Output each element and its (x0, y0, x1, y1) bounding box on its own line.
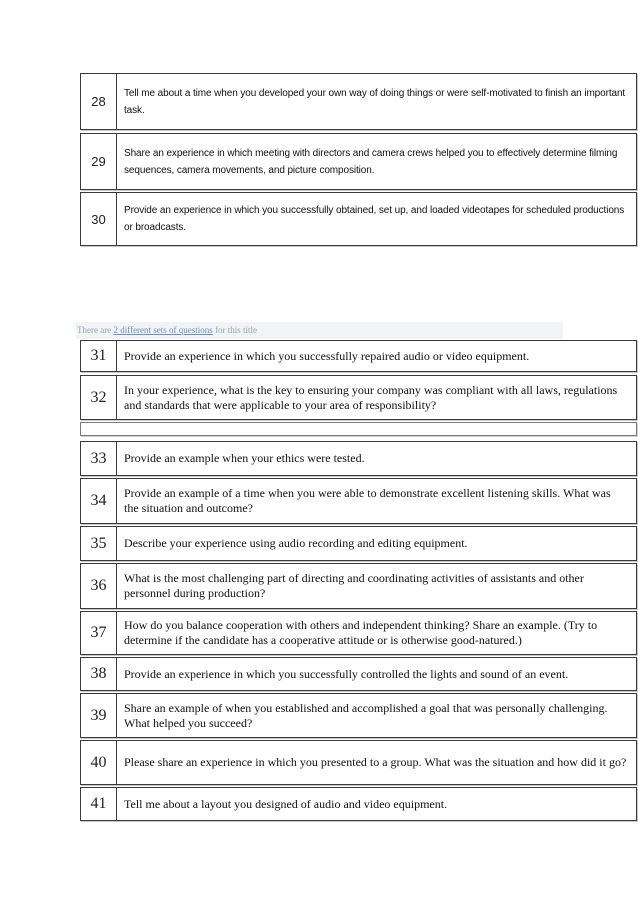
question-text: How do you balance cooperation with others and independent thinking? Share an example. (Try to determine if the candidate has a cooperative attitude or is otherwise good-natured.) (124, 618, 598, 647)
question-number: 33 (81, 442, 117, 475)
question-text: In your experience, what is the key to ensuring your company was compliant with all laws, regulations and standards that were applicable to your area of responsibility? (124, 382, 618, 412)
question-row-39 (80, 693, 637, 738)
question-row-32 (80, 375, 637, 420)
question-number: 41 (81, 788, 117, 820)
question-row-37 (80, 611, 637, 655)
question-number: 38 (81, 658, 117, 690)
question-number: 31 (81, 341, 117, 371)
question-text: What is the most challenging part of directing and coordinating activities of assistants and other personnel during production? (124, 571, 584, 600)
note-suffix: for this title (212, 325, 258, 335)
question-number: 28 (81, 74, 117, 129)
question-text: Provide an example of a time when you were able to demonstrate excellent listening skills. What was the situation and outcome? (124, 486, 611, 515)
question-text: Share an example of when you established and accomplished a goal that was personally challenging. What helped you succeed? (124, 700, 608, 730)
question-row-29 (80, 133, 637, 190)
question-text: Tell me about a layout you designed of audio and video equipment. (124, 796, 448, 811)
question-number: 29 (81, 134, 117, 189)
question-row-38 (80, 657, 637, 691)
question-row-33 (80, 441, 637, 476)
question-row-31 (80, 340, 637, 372)
question-text: Provide an experience in which you successfully controlled the lights and sound of an event. (124, 666, 569, 681)
question-number: 39 (81, 694, 117, 737)
question-text: Provide an experience in which you successfully repaired audio or video equipment. (124, 348, 530, 363)
question-text: Please share an experience in which you presented to a group. What was the situation and how did it go? (124, 755, 627, 769)
question-number: 32 (81, 376, 117, 419)
question-text: Share an experience in which meeting with directors and camera crews helped you to effectively determine filming sequences, camera movements, and picture composition. (124, 147, 618, 176)
question-row-35 (80, 526, 637, 561)
note-prefix: There are (77, 325, 114, 335)
question-number: 35 (81, 527, 117, 560)
set-separator (80, 422, 637, 436)
question-number: 37 (81, 612, 117, 654)
question-row-30 (80, 192, 637, 246)
question-sets-note (76, 322, 563, 339)
question-number: 40 (81, 741, 117, 784)
question-text: Provide an experience in which you successfully obtained, set up, and loaded videotapes for scheduled productions or broadcasts. (124, 205, 625, 233)
question-text: Tell me about a time when you developed your own way of doing things or were self-motivated to finish an important task. (124, 87, 626, 116)
question-sets-link[interactable]: 2 different sets of questions (113, 325, 213, 335)
question-row-41 (80, 787, 637, 821)
question-number: 36 (81, 564, 117, 608)
question-text: Provide an example when your ethics were tested. (124, 451, 365, 465)
question-row-34 (80, 478, 637, 524)
question-text: Describe your experience using audio recording and editing equipment. (124, 536, 468, 550)
question-row-36 (80, 563, 637, 609)
question-row-40 (80, 740, 637, 785)
question-row-28 (80, 73, 637, 130)
question-number: 30 (81, 193, 117, 245)
question-number: 34 (81, 479, 117, 523)
